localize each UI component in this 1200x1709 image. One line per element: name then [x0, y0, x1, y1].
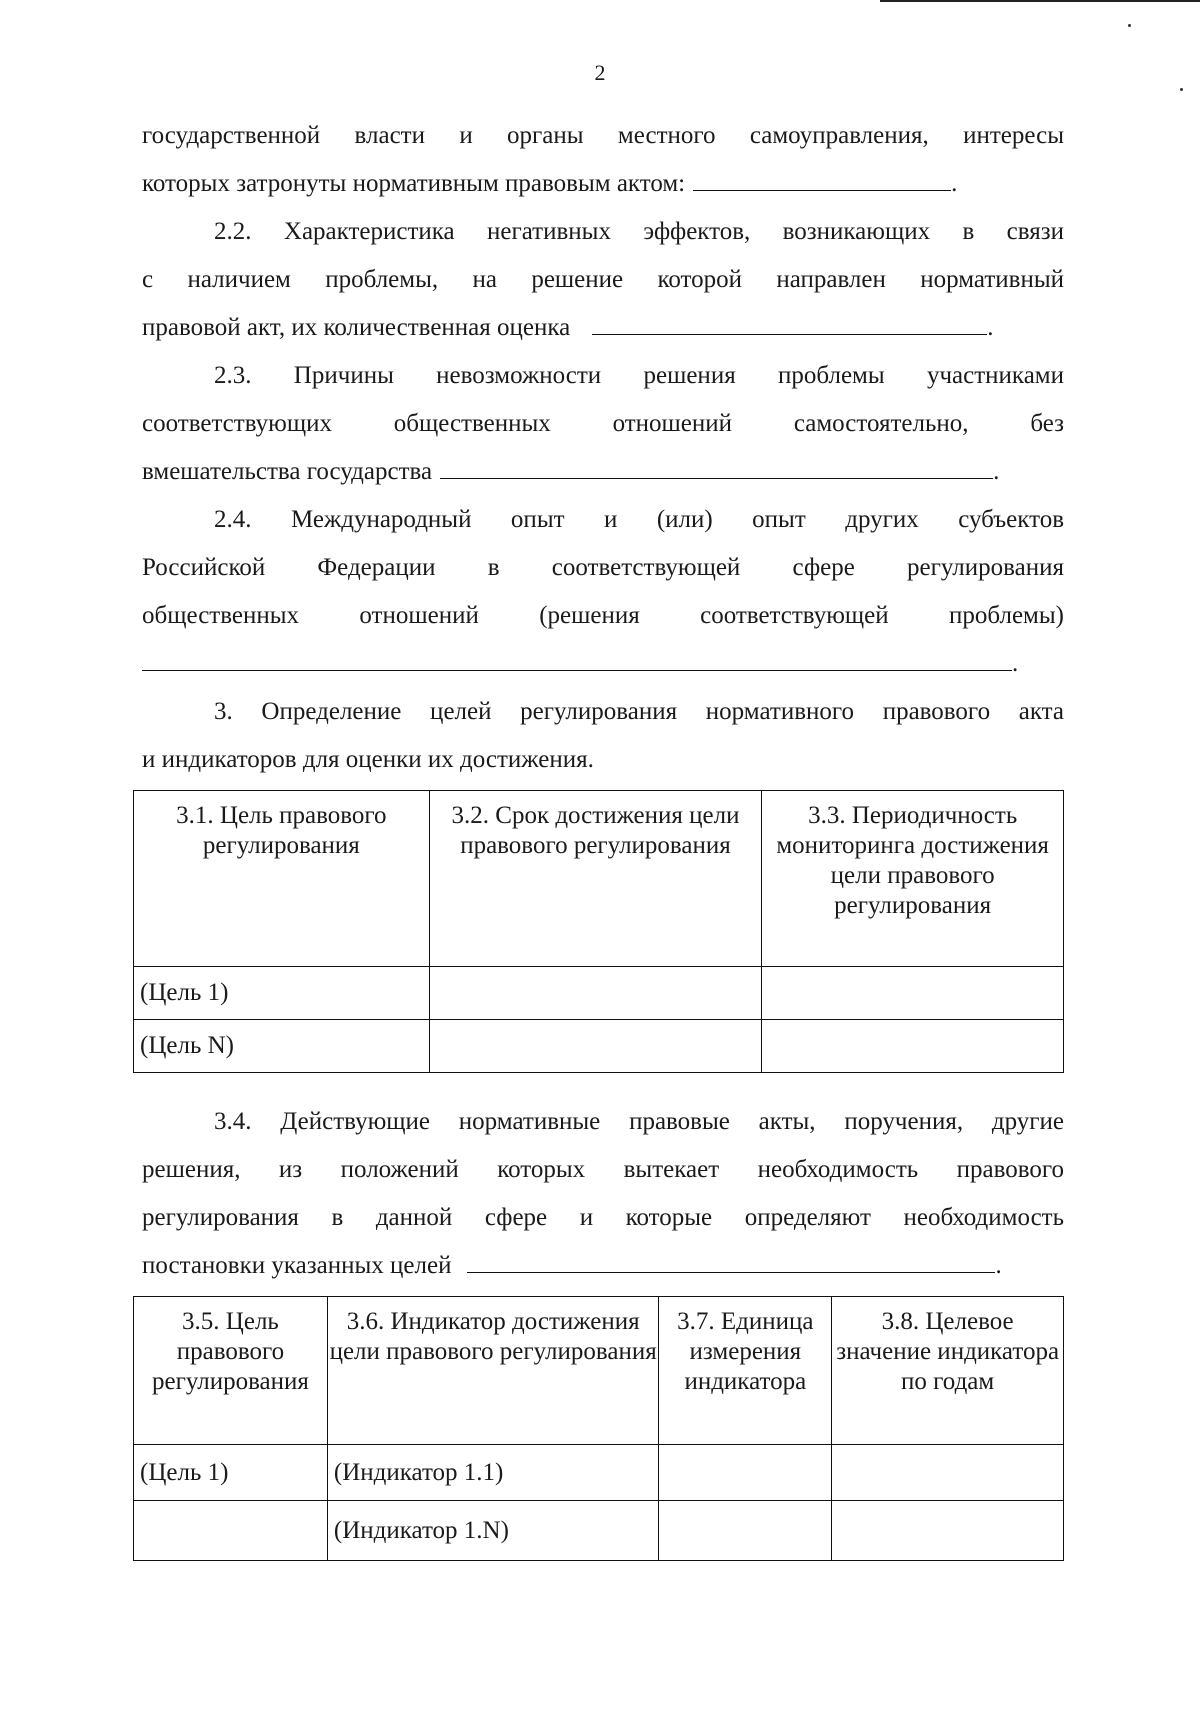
table-cell[interactable] [659, 1445, 832, 1501]
header-cell: 3.8. Целевое значение индикатора по годам [832, 1297, 1064, 1445]
header-cell: 3.5. Цель правового регулирования [134, 1297, 328, 1445]
header-cell: 3.1. Цель правового регулирования [134, 791, 430, 967]
table-cell[interactable] [429, 1020, 762, 1073]
section-3-heading [142, 688, 1064, 784]
table-row [134, 1445, 1064, 1501]
table-cell[interactable]: (Индикатор 1.1) [327, 1445, 659, 1501]
table-cell[interactable]: (Цель 1) [134, 967, 430, 1020]
table-cell[interactable]: (Цель 1) [134, 1445, 328, 1501]
text-line: правовой акт, их количественная оценка . [142, 304, 1064, 352]
text-line: соответствующих общественных отношений самостоятельно, без [142, 410, 1064, 437]
table-row [134, 1501, 1064, 1561]
table-cell[interactable] [429, 967, 762, 1020]
paragraph-3-4 [142, 1098, 1064, 1290]
text-line: Российской Федерации в соответствующей сфере регулирования [142, 554, 1064, 581]
fill-in-blank[interactable] [142, 640, 1012, 671]
fill-in-blank[interactable] [693, 160, 951, 191]
paragraph-2-2 [142, 208, 1064, 352]
text-line: 2.4. Международный опыт и (или) опыт других субъектов [214, 506, 1064, 533]
text-line: . [142, 640, 1064, 688]
text-line: 3.4. Действующие нормативные правовые акты, поручения, другие [214, 1108, 1064, 1135]
text-line: которых затронуты нормативным правовым актом: . [142, 160, 1064, 208]
scan-speck [1128, 24, 1131, 27]
header-cell: 3.3. Периодичность мониторинга достижения цели правового регулирования [762, 791, 1064, 967]
table-cell[interactable] [134, 1501, 328, 1561]
text-line: с наличием проблемы, на решение которой направлен нормативный [142, 266, 1064, 293]
text-line: 2.2. Характеристика негативных эффектов, возникающих в связи [214, 218, 1064, 245]
table-row [134, 967, 1064, 1020]
goals-table [133, 790, 1064, 1073]
paragraph-2-1-tail [142, 112, 1064, 208]
text-line: и индикаторов для оценки их достижения. [142, 746, 594, 773]
header-cell: 3.7. Единица измерения индикатора [659, 1297, 832, 1445]
text-line: 2.3. Причины невозможности решения проблемы участниками [214, 362, 1064, 389]
fill-in-blank[interactable] [440, 448, 993, 479]
table-cell[interactable]: (Индикатор 1.N) [327, 1501, 659, 1561]
table-cell[interactable] [659, 1501, 832, 1561]
table-cell[interactable] [832, 1445, 1064, 1501]
table-cell[interactable]: (Цель N) [134, 1020, 430, 1073]
table-cell[interactable] [762, 1020, 1064, 1073]
paragraph-2-4 [142, 496, 1064, 688]
table-cell[interactable] [762, 967, 1064, 1020]
text-line: вмешательства государства . [142, 448, 1064, 496]
scan-speck [1180, 88, 1183, 91]
text-line: общественных отношений (решения соответствующей проблемы) [142, 602, 1064, 629]
text-line: постановки указанных целей . [142, 1242, 1064, 1290]
text-line: регулирования в данной сфере и которые определяют необходимость [142, 1204, 1064, 1231]
indicators-table [133, 1296, 1064, 1561]
text-line: решения, из положений которых вытекает необходимость правового [142, 1156, 1064, 1183]
table-row [134, 1020, 1064, 1073]
fill-in-blank[interactable] [467, 1242, 995, 1273]
text-line: государственной власти и органы местного самоуправления, интересы [142, 122, 1064, 149]
header-cell: 3.6. Индикатор достижения цели правового регулирования [327, 1297, 659, 1445]
fill-in-blank[interactable] [592, 304, 987, 335]
header-cell: 3.2. Срок достижения цели правового регулирования [429, 791, 762, 967]
table-header-row [134, 791, 1064, 967]
table-header-row [134, 1297, 1064, 1445]
paragraph-2-3 [142, 352, 1064, 496]
page-number: 2 [594, 60, 606, 85]
text-line: 3. Определение целей регулирования нормативного правового акта [214, 698, 1064, 725]
top-edge-rule [880, 0, 1200, 2]
table-cell[interactable] [832, 1501, 1064, 1561]
